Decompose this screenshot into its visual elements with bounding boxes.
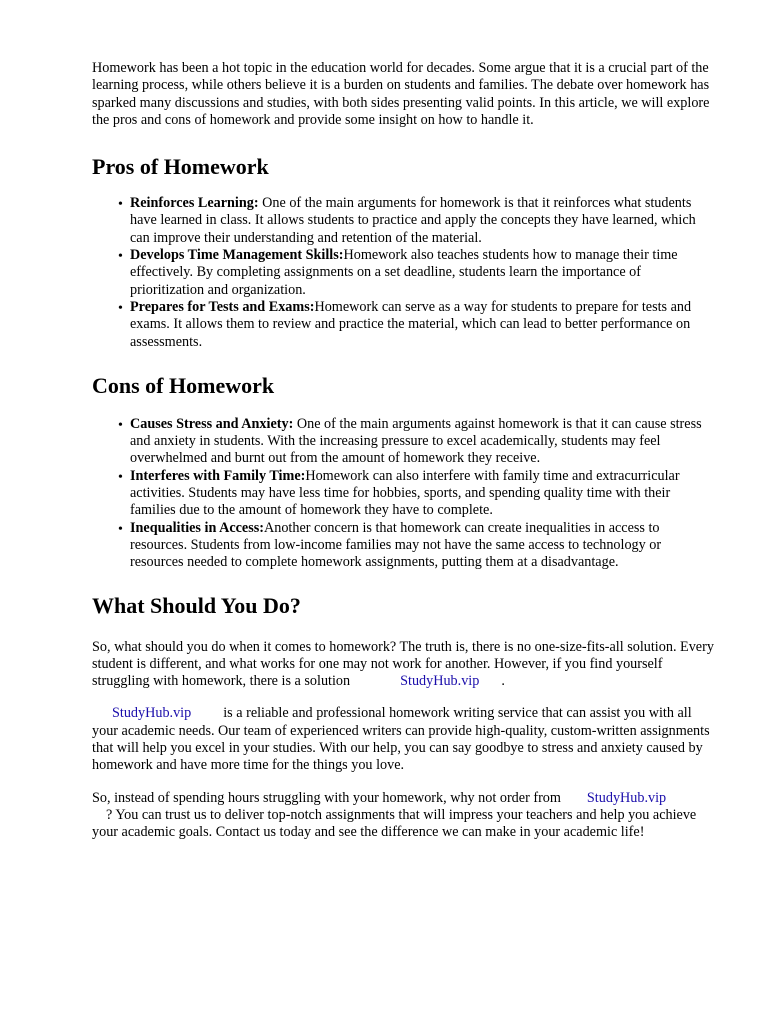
item-title: Interferes with Family Time: <box>130 467 306 484</box>
list-item <box>118 299 713 351</box>
paragraph-text: So, instead of spending hours struggling with your homework, why not order from <box>92 789 561 806</box>
cons-list <box>92 416 716 572</box>
bullet-icon: • <box>118 469 123 485</box>
item-text: Homework can also interfere with family time and extracurricular activities. Students may have less time for hobbies, sports, and spending quality time with their families due to the amount of homework they have to complete. <box>130 467 680 519</box>
item-title: Reinforces Learning: <box>130 195 259 212</box>
item-text: Homework also teaches students how to manage their time effectively. By completing assignments on a set deadline, students learn the importance of prioritization and organization. <box>130 247 678 298</box>
bullet-icon: • <box>118 300 123 316</box>
pros-heading: Pros of Homework <box>92 154 269 180</box>
item-text: One of the main arguments for homework is that it reinforces what students have learned in class. It allows students to practice and apply the concepts they have learned, which can improve their understanding and retention of the material. <box>130 195 696 246</box>
studyhub-link[interactable]: StudyHub.vip <box>400 673 480 690</box>
bullet-icon: • <box>118 521 123 537</box>
service-paragraph <box>92 705 720 774</box>
paragraph-text: So, what should you do when it comes to homework? The truth is, there is no one-size-fits-all solution. Every student is different, and what works for one may not work for another. However, if you find yourself struggling with homework, there is a solution <box>92 638 714 690</box>
paragraph-text: is a reliable and professional homework writing service that can assist you with all your academic needs. Our team of experienced writers can provide high-quality, custom-written assignments that will help you excel in your studies. With our help, you can say goodbye to stress and anxiety caused by homework and have more time for the things you love. <box>92 705 710 774</box>
bullet-icon: • <box>118 417 123 433</box>
item-title: Causes Stress and Anxiety: <box>130 415 294 432</box>
list-item <box>118 520 713 572</box>
item-title: Inequalities in Access: <box>130 519 264 536</box>
list-item <box>118 195 713 247</box>
paragraph-end: ? You can trust us to deliver top-notch assignments that will impress your teachers and help you achieve your academic goals. Contact us today and see the difference we can make in your academic life! <box>92 806 697 841</box>
item-text: One of the main arguments against homework is that it can cause stress and anxiety in students. With the increasing pressure to excel academically, students may feel overwhelmed and burnt out from the amount of homework they receive. <box>130 415 702 467</box>
studyhub-link[interactable]: StudyHub.vip <box>586 789 667 806</box>
list-item <box>118 468 713 520</box>
item-title: Develops Time Management Skills: <box>130 247 344 264</box>
cons-heading: Cons of Homework <box>92 372 275 398</box>
paragraph-end: . <box>501 673 505 690</box>
what-heading: What Should You Do? <box>92 592 301 618</box>
bullet-icon: • <box>118 197 123 213</box>
item-text: Another concern is that homework can create inequalities in access to resources. Students from low-income families may not have the same access to technology or resources needed to complete homework assignments, putting them at a disadvantage. <box>130 519 662 571</box>
intro-paragraph: Homework has been a hot topic in the education world for decades. Some argue that it is a crucial part of the learning process, while others believe it is a burden on students and families. The debate over homework has sparked many discussions and studies, with both sides presenting valid points. In this article, we will explore the pros and cons of homework and provide some insight on how to handle it. <box>92 60 710 128</box>
studyhub-link[interactable]: StudyHub.vip <box>112 705 192 722</box>
item-text: Homework can serve as a way for students to prepare for tests and exams. It allows them to review and practice the material, which can lead to better performance on assessments. <box>130 298 692 350</box>
item-title: Prepares for Tests and Exams: <box>130 298 315 315</box>
order-paragraph <box>92 790 720 842</box>
solution-paragraph <box>92 639 720 691</box>
list-item <box>118 247 713 299</box>
list-item <box>118 416 713 468</box>
pros-list <box>92 195 716 351</box>
bullet-icon: • <box>118 249 123 265</box>
